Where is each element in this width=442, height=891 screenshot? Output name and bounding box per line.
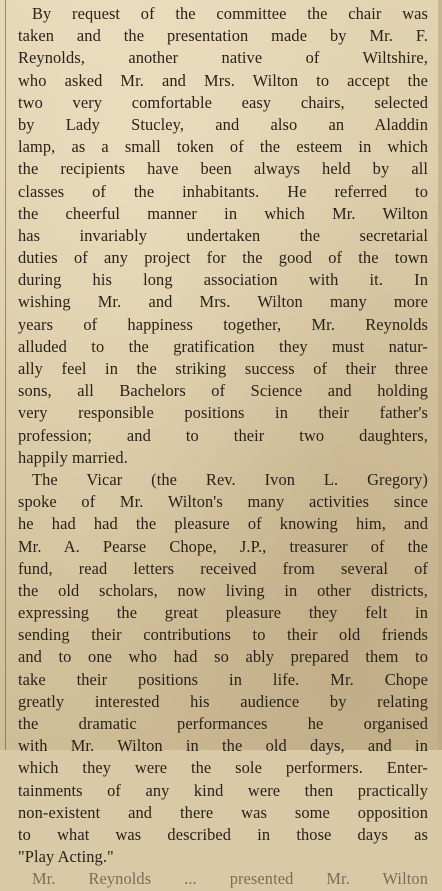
article-column <box>18 3 428 889</box>
cutoff-line: Mr. Reynolds ... presented Mr. Wilton <box>32 869 428 889</box>
article-line: the dramatic performances he organised <box>18 714 428 733</box>
article-line: years of happiness together, Mr. Reynolds <box>18 314 428 334</box>
article-line: expressing the great pleasure they felt in <box>18 603 428 623</box>
article-line: sons, all Bachelors of Science and holding <box>18 381 428 401</box>
article-line: the old scholars, now living in other districts, <box>18 580 428 600</box>
article-line: Reynolds, another native of Wiltshire, <box>18 48 428 68</box>
article-line: he had had the pleasure of knowing him, and <box>18 514 428 534</box>
article-line: wishing Mr. and Mrs. Wilton many more <box>18 292 428 312</box>
article-line: alluded to the gratification they must natur- <box>18 336 428 356</box>
page-edge <box>438 0 442 750</box>
article-line: taken and the presentation made by Mr. F. <box>18 26 428 46</box>
article-line: by Lady Stucley, and also an Aladdin <box>18 114 428 134</box>
article-line: fund, read letters received from several of <box>18 558 428 578</box>
article-line: greatly interested his audience by relating <box>18 691 428 711</box>
article-line: which they were the sole performers. Enter- <box>18 758 428 778</box>
article-line: non-existent and there was some opposition <box>18 802 428 822</box>
article-line: classes of the inhabitants. He referred to <box>18 181 428 201</box>
article-line: sending their contributions to their old friends <box>18 625 428 645</box>
article-line: two very comfortable easy chairs, selected <box>18 92 428 112</box>
article-line: ally feel in the striking success of their three <box>18 359 428 378</box>
article-line: take their positions in life. Mr. Chope <box>18 669 428 689</box>
article-line: to what was described in those days as <box>18 824 428 844</box>
article-line: during his long association with it. In <box>18 270 428 290</box>
article-line: duties of any project for the good of the town <box>18 248 428 268</box>
article-line: The Vicar (the Rev. Ivon L. Gregory) <box>32 469 428 489</box>
article-line: lamp, as a small token of the esteem in which <box>18 137 428 157</box>
article-line: has invariably undertaken the secretarial <box>18 225 428 245</box>
article-line: the cheerful manner in which Mr. Wilton <box>18 203 428 223</box>
article-line: By request of the committee the chair was <box>32 4 428 23</box>
article-line: tainments of any kind were then practically <box>18 780 428 800</box>
article-line: happily married. <box>18 447 128 467</box>
article-line: spoke of Mr. Wilton's many activities since <box>18 492 428 512</box>
article-line: very responsible positions in their father's <box>18 403 428 423</box>
article-line: and to one who had so ably prepared them to <box>18 647 428 667</box>
article-line: "Play Acting." <box>18 847 114 867</box>
article-line: profession; and to their two daughters, <box>18 425 428 445</box>
article-line: the recipients have been always held by all <box>18 159 428 179</box>
article-line: with Mr. Wilton in the old days, and in <box>18 736 428 756</box>
article-line: who asked Mr. and Mrs. Wilton to accept the <box>18 70 428 90</box>
article-line: Mr. A. Pearse Chope, J.P., treasurer of the <box>18 536 428 556</box>
column-rule <box>5 0 6 750</box>
